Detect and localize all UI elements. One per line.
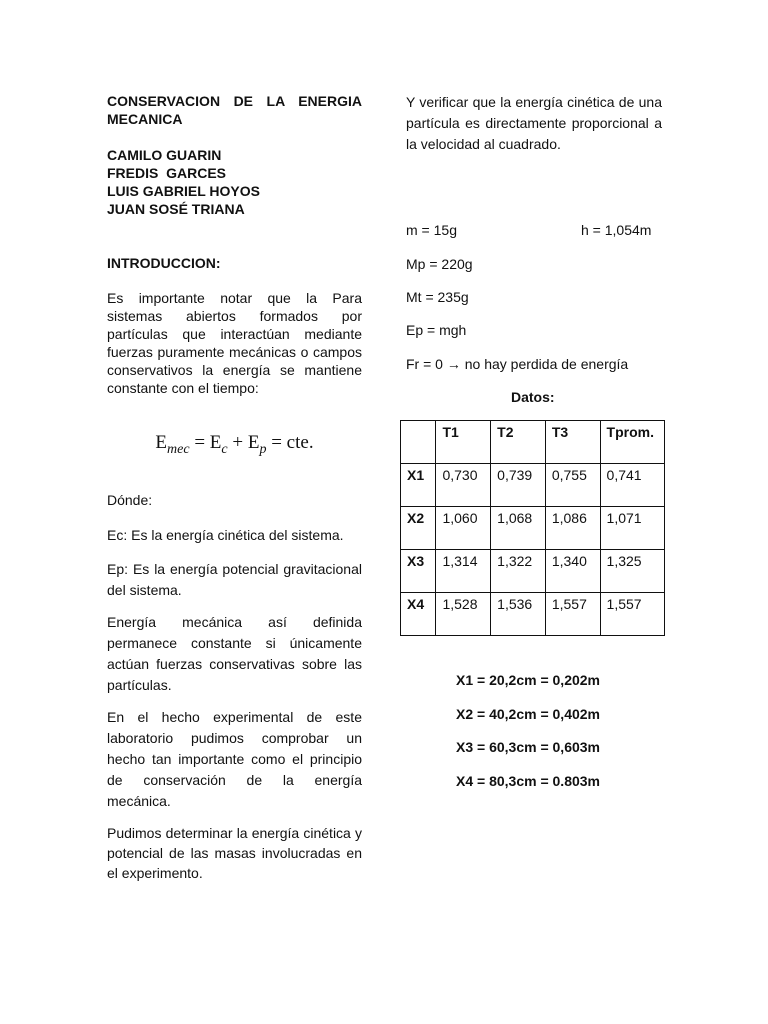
mass-mt: Mt = 235g <box>406 289 469 305</box>
mass-mp: Mp = 220g <box>406 256 473 272</box>
table-cell: 1,071 <box>600 507 664 550</box>
hecho-paragraph: En el hecho experimental de este laboratorio pudimos comprobar un hecho tan importante como el principio de conservación de la energía mecánica. <box>107 708 362 809</box>
row-label: X4 <box>401 593 436 636</box>
distance-x4: X4 = 80,3cm = 0.803m <box>456 773 600 789</box>
table-header-cell: T3 <box>545 421 600 464</box>
table-cell: 1,536 <box>491 593 546 636</box>
row-label: X2 <box>401 507 436 550</box>
friction-note: Fr = 0 → no hay perdida de energía <box>406 356 629 372</box>
pudimos-paragraph: Pudimos determinar la energía cinética y potencial de las masas involucradas en el experimento. <box>107 824 362 881</box>
right-column <box>406 92 662 155</box>
ep-formula: Ep = mgh <box>406 322 467 338</box>
table-cell: 1,557 <box>545 593 600 636</box>
table-cell: 0,739 <box>491 464 546 507</box>
row-label: X3 <box>401 550 436 593</box>
table-cell: 1,325 <box>600 550 664 593</box>
distance-x3: X3 = 60,3cm = 0,603m <box>456 739 600 755</box>
table-row <box>401 593 665 636</box>
intro-heading: INTRODUCCION: <box>107 255 221 271</box>
energia-paragraph: Energía mecánica así definida permanece constante si únicamente actúan fuerzas conservativas sobre las partículas. <box>107 613 362 693</box>
table-cell: 1,528 <box>436 593 491 636</box>
table-cell: 1,068 <box>491 507 546 550</box>
table-cell: 0,755 <box>545 464 600 507</box>
table-header-cell: Tprom. <box>600 421 664 464</box>
data-table <box>400 420 665 636</box>
table-row <box>401 464 665 507</box>
left-column <box>107 92 362 883</box>
mass-m: m = 15g <box>406 222 457 238</box>
ec-definition: Ec: Es la energía cinética del sistema. <box>107 526 344 543</box>
datos-heading: Datos: <box>511 389 555 405</box>
donde-label: Dónde: <box>107 491 153 508</box>
table-header-cell: T1 <box>436 421 491 464</box>
author-3: LUIS GABRIEL HOYOS <box>107 183 260 199</box>
table-cell: 1,314 <box>436 550 491 593</box>
table-cell: 0,730 <box>436 464 491 507</box>
verify-paragraph: Y verificar que la energía cinética de una partícula es directamente proporcional a la velocidad al cuadrado. <box>406 94 662 152</box>
table-header-cell <box>401 421 436 464</box>
table-cell: 1,086 <box>545 507 600 550</box>
author-1: CAMILO GUARIN <box>107 147 222 163</box>
document-title-line-2: MECANICA <box>107 111 183 127</box>
distance-x2: X2 = 40,2cm = 0,402m <box>456 706 600 722</box>
author-2: FREDIS GARCES <box>107 165 227 181</box>
table-row <box>401 550 665 593</box>
table-cell: 1,322 <box>491 550 546 593</box>
table-cell: 1,060 <box>436 507 491 550</box>
intro-paragraph: Es importante notar que la Para sistemas abiertos formados por partículas que interactúan mediante fuerzas puramente mecánicas o campos conservativos la energía se mantiene constante con el tiempo: <box>107 290 362 396</box>
table-row <box>401 507 665 550</box>
height-h: h = 1,054m <box>581 222 652 238</box>
table-header-row <box>401 421 665 464</box>
document-title-line-1: CONSERVACION DE LA ENERGIA <box>107 93 362 109</box>
ep-definition: Ep: Es la energía potencial gravitacional del sistema. <box>107 560 362 598</box>
energy-formula: $E_{mec} = E_c + E_p$ = cte. <box>155 432 314 457</box>
table-cell: 0,741 <box>600 464 664 507</box>
distance-x1: X1 = 20,2cm = 0,202m <box>456 672 600 688</box>
row-label: X1 <box>401 464 436 507</box>
table-cell: 1,557 <box>600 593 664 636</box>
table-header-cell: T2 <box>491 421 546 464</box>
table-cell: 1,340 <box>545 550 600 593</box>
author-4: JUAN SOSÉ TRIANA <box>107 201 245 217</box>
